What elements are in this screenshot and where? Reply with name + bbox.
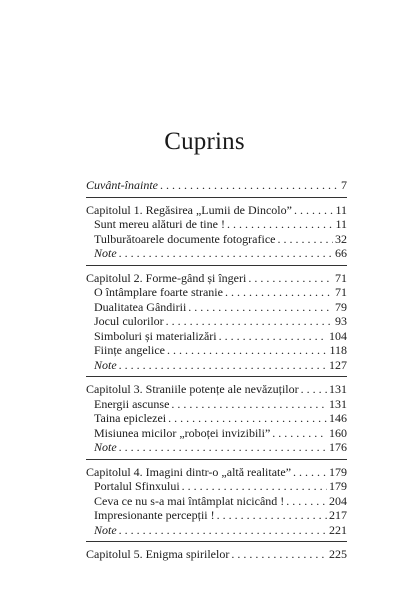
toc-subentry-notes[interactable] xyxy=(86,523,347,538)
toc-entry-label: O întâmplare foarte stranie xyxy=(94,285,223,299)
leader-dots xyxy=(248,271,333,286)
toc-entry-label: Capitolul 2. Forme-gând și îngeri xyxy=(86,270,247,285)
toc-subentry[interactable] xyxy=(86,411,347,426)
toc-entry-page: 131 xyxy=(329,382,347,396)
toc-entry-foreword[interactable] xyxy=(86,178,347,193)
toc-entry-label: Note xyxy=(94,440,117,454)
toc-entry-label: Capitolul 1. Regăsirea „Lumii de Dincolo” xyxy=(86,202,292,217)
leader-dots xyxy=(119,358,327,373)
toc-subentry-notes[interactable] xyxy=(86,358,347,373)
toc-chapter-5[interactable] xyxy=(86,547,347,562)
toc-entry-page: 204 xyxy=(329,493,347,508)
leader-dots xyxy=(272,426,327,441)
leader-dots xyxy=(227,217,333,232)
toc-entry-page: 79 xyxy=(335,299,347,314)
toc-subentry[interactable] xyxy=(86,217,347,232)
toc-entry-page: 93 xyxy=(335,314,347,328)
leader-dots xyxy=(160,178,339,193)
leader-dots xyxy=(293,465,327,480)
toc-entry-label: Note xyxy=(94,522,117,537)
toc-entry-page: 127 xyxy=(329,357,347,372)
toc-subentry[interactable] xyxy=(86,343,347,358)
leader-dots xyxy=(119,440,327,455)
toc-entry-label: Cuvânt-înainte xyxy=(86,178,158,192)
leader-dots xyxy=(225,285,333,300)
toc-entry-label: Tulburătoarele documente fotografice xyxy=(94,231,276,246)
toc-subentry[interactable] xyxy=(86,426,347,441)
toc-subentry[interactable] xyxy=(86,329,347,344)
toc-entry-page: 160 xyxy=(329,425,347,440)
toc-entry-label: Energii ascunse xyxy=(94,396,170,411)
toc-chapter-3[interactable] xyxy=(86,382,347,397)
toc-entry-page: 131 xyxy=(329,396,347,411)
toc-entry-page: 179 xyxy=(329,464,347,479)
toc-entry-page: 11 xyxy=(335,202,347,217)
leader-dots xyxy=(171,397,327,412)
toc-entry-label: Capitolul 4. Imagini dintr-o „altă realitate” xyxy=(86,464,292,479)
toc-entry-page: 66 xyxy=(335,246,347,260)
leader-dots xyxy=(119,246,333,261)
toc-entry-label: Sunt mereu alături de tine ! xyxy=(94,217,225,231)
toc-entry-page: 11 xyxy=(335,217,347,231)
toc-entry-label: Capitolul 3. Straniile potențe ale nevăzuților xyxy=(86,382,299,396)
leader-dots xyxy=(301,382,327,397)
toc-entry-label: Capitolul 5. Enigma spirilelor xyxy=(86,547,230,561)
toc-entry-label: Note xyxy=(94,246,117,260)
leader-dots xyxy=(182,479,327,494)
leader-dots xyxy=(219,329,327,344)
toc-entry-label: Misiunea micilor „roboței invizibili” xyxy=(94,425,271,440)
toc-entry-page: 32 xyxy=(335,231,347,246)
toc-subentry[interactable] xyxy=(86,508,347,523)
leader-dots xyxy=(166,314,333,329)
toc-entry-label: Dualitatea Gândirii xyxy=(94,299,187,314)
toc-entry-page: 118 xyxy=(329,343,347,357)
toc-entry-page: 217 xyxy=(329,508,347,522)
page-title: Cuprins xyxy=(164,128,245,155)
toc-entry-page: 221 xyxy=(329,522,347,537)
toc-subentry[interactable] xyxy=(86,314,347,329)
toc-entry-label: Portalul Sfinxului xyxy=(94,479,180,493)
leader-dots xyxy=(294,203,333,218)
toc-subentry[interactable] xyxy=(86,285,347,300)
toc-entry-label: Simboluri și materializări xyxy=(94,328,217,343)
leader-dots xyxy=(119,523,327,538)
table-of-contents xyxy=(86,178,347,562)
toc-subentry[interactable] xyxy=(86,232,347,247)
toc-entry-label: Impresionante percepții ! xyxy=(94,508,215,522)
leader-dots xyxy=(286,494,327,509)
leader-dots xyxy=(217,508,327,523)
toc-subentry[interactable] xyxy=(86,494,347,509)
divider xyxy=(86,197,347,198)
toc-subentry-notes[interactable] xyxy=(86,246,347,261)
toc-entry-page: 179 xyxy=(329,479,347,493)
leader-dots xyxy=(168,411,327,426)
toc-entry-label: Taina epiclezei xyxy=(94,411,167,425)
toc-entry-label: Ființe angelice xyxy=(94,343,165,357)
divider xyxy=(86,541,347,542)
divider xyxy=(86,265,347,266)
toc-entry-label: Ceva ce nu s-a mai întâmplat nicicând ! xyxy=(94,493,285,508)
divider xyxy=(86,376,347,377)
toc-entry-page: 71 xyxy=(335,270,347,285)
leader-dots xyxy=(278,232,334,247)
toc-entry-page: 225 xyxy=(329,547,347,561)
leader-dots xyxy=(167,343,327,358)
toc-entry-page: 176 xyxy=(329,440,347,454)
toc-subentry[interactable] xyxy=(86,479,347,494)
toc-subentry-notes[interactable] xyxy=(86,440,347,455)
toc-subentry[interactable] xyxy=(86,397,347,412)
toc-entry-page: 71 xyxy=(335,285,347,299)
divider xyxy=(86,459,347,460)
toc-entry-page: 104 xyxy=(329,328,347,343)
leader-dots xyxy=(188,300,333,315)
toc-entry-page: 7 xyxy=(341,178,347,192)
toc-chapter-2[interactable] xyxy=(86,271,347,286)
toc-entry-label: Jocul culorilor xyxy=(94,314,164,328)
toc-entry-label: Note xyxy=(94,357,117,372)
toc-chapter-4[interactable] xyxy=(86,465,347,480)
toc-chapter-1[interactable] xyxy=(86,203,347,218)
leader-dots xyxy=(231,547,327,562)
toc-subentry[interactable] xyxy=(86,300,347,315)
toc-entry-page: 146 xyxy=(329,411,347,425)
